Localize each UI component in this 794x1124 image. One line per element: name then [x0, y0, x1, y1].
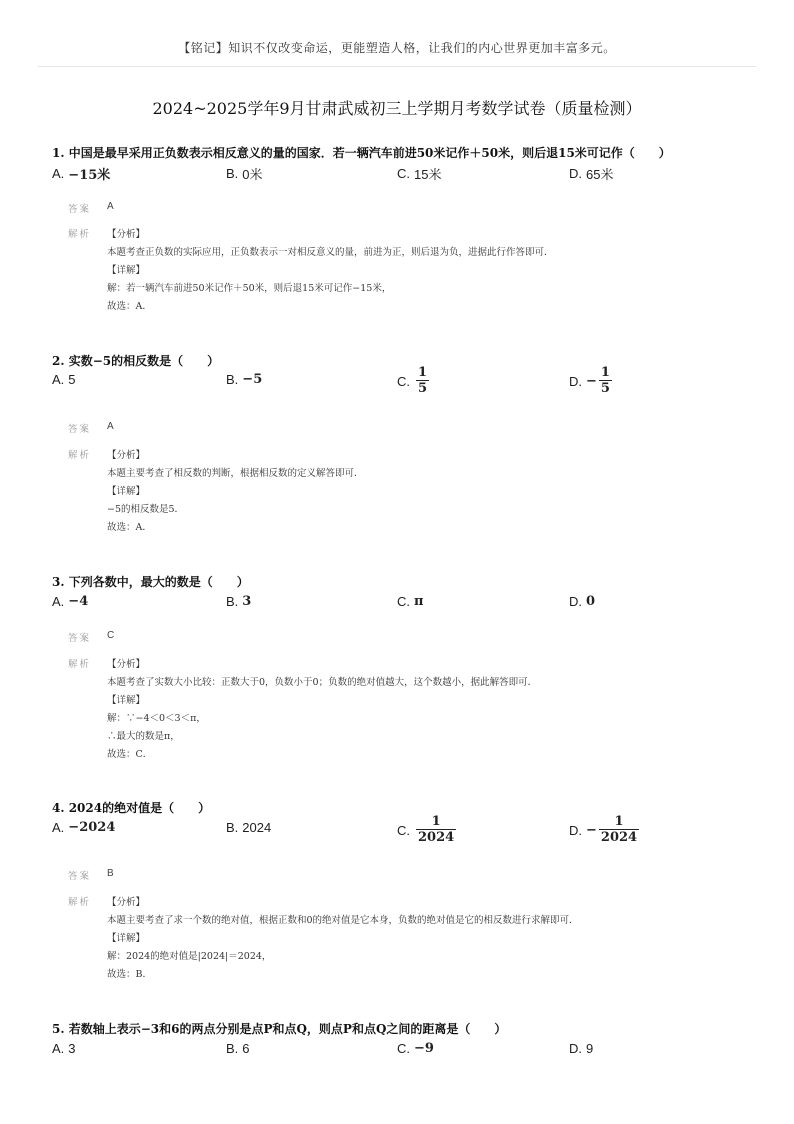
option-letter: C. — [397, 822, 410, 838]
analysis-line: 解：若一辆汽车前进50米记作＋50米，则后退15米可记作−15米， — [107, 283, 392, 294]
question-stem: 3. 下列各数中，最大的数是（ ） — [52, 575, 249, 589]
analysis-line: 故选：A． — [107, 522, 152, 533]
option-text: 3 — [68, 1041, 76, 1056]
option-text: π — [414, 594, 424, 609]
option-letter: D. — [569, 166, 582, 181]
question-stem: 2. 实数−5的相反数是（ ） — [52, 354, 220, 368]
answer-value: A — [107, 421, 114, 432]
answer-value: B — [107, 868, 114, 879]
option-d[interactable] — [569, 815, 639, 846]
option-letter: D. — [569, 373, 582, 389]
analysis-line: 本题考查正负数的实际应用，正负数表示一对相反意义的量，前进为正，则后退为负，进据此行作答即可． — [107, 247, 554, 258]
fraction — [599, 815, 639, 846]
answer-label: 答案 — [68, 633, 92, 644]
option-text: −5 — [242, 372, 263, 387]
question-stem: 1. 中国是最早采用正负数表示相反意义的量的国家．若一辆汽车前进50米记作＋50米，则后退15米可记作（ ） — [52, 146, 671, 160]
analysis-line: 本题考查了实数大小比较：正数大于0，负数小于0；负数的绝对值越大，这个数越小，据此解答即可． — [107, 677, 538, 688]
fraction-numerator: 1 — [600, 365, 610, 380]
analysis-label: 解析 — [68, 229, 92, 240]
analysis-line: 【详解】 — [107, 486, 146, 497]
option-c[interactable] — [397, 815, 456, 846]
analysis-line: 【详解】 — [107, 265, 146, 276]
option-letter: D. — [569, 594, 582, 609]
option-d[interactable] — [569, 164, 613, 183]
option-text: 6 — [242, 1041, 250, 1056]
analysis-line: 【分析】 — [107, 897, 146, 908]
option-b[interactable] — [226, 164, 263, 183]
fraction-numerator: 1 — [418, 365, 428, 380]
analysis-line: 本题主要考查了求一个数的绝对值，根据正数和0的绝对值是它本身，负数的绝对值是它的相反数进行求解即可． — [107, 915, 579, 926]
option-d[interactable] — [569, 1041, 593, 1056]
option-text: 0 — [586, 594, 596, 609]
analysis-line: 【分析】 — [107, 450, 146, 461]
analysis-line: 故选：C． — [107, 749, 153, 760]
question-stem: 4. 2024的绝对值是（ ） — [52, 801, 211, 815]
analysis-line: 解：2024的绝对值是|2024|＝2024， — [107, 951, 272, 962]
option-sign: − — [586, 822, 597, 838]
fraction-numerator: 1 — [431, 814, 441, 829]
fraction-denominator: 2024 — [600, 830, 638, 846]
option-text: 5 — [68, 372, 76, 387]
option-text: −2024 — [68, 820, 116, 835]
option-text: 65米 — [586, 167, 614, 182]
option-b[interactable] — [226, 594, 251, 609]
option-a[interactable] — [52, 1041, 76, 1056]
option-c[interactable] — [397, 366, 429, 397]
analysis-line: ∴最大的数是π， — [107, 731, 180, 742]
option-letter: D. — [569, 822, 582, 838]
option-letter: C. — [397, 1041, 410, 1056]
option-a[interactable] — [52, 820, 115, 835]
option-c[interactable] — [397, 1041, 434, 1056]
option-a[interactable] — [52, 164, 110, 183]
option-d[interactable] — [569, 366, 612, 397]
option-letter: A. — [52, 372, 65, 387]
option-b[interactable] — [226, 820, 271, 835]
analysis-label: 解析 — [68, 897, 92, 908]
analysis-line: 故选：B． — [107, 969, 152, 980]
option-letter: C. — [397, 373, 410, 389]
fraction-numerator: 1 — [614, 814, 624, 829]
analysis-line: −5的相反数是5． — [107, 504, 185, 515]
option-letter: C. — [397, 594, 410, 609]
question-stem: 5. 若数轴上表示−3和6的两点分别是点P和点Q，则点P和点Q之间的距离是（ ） — [52, 1022, 507, 1036]
option-letter: A. — [52, 166, 65, 181]
option-text: 15米 — [414, 167, 442, 182]
analysis-line: 【分析】 — [107, 659, 146, 670]
option-b[interactable] — [226, 372, 262, 387]
option-letter: A. — [52, 820, 65, 835]
option-text: −9 — [414, 1041, 434, 1056]
fraction-denominator: 5 — [600, 381, 610, 397]
fraction — [416, 815, 456, 846]
option-letter: B. — [226, 820, 239, 835]
option-sign: − — [586, 373, 597, 389]
answer-value: C — [107, 630, 115, 641]
analysis-line: 解：∵−4＜0＜3＜π， — [107, 713, 206, 724]
option-b[interactable] — [226, 1041, 250, 1056]
analysis-label: 解析 — [68, 450, 92, 461]
analysis-label: 解析 — [68, 659, 92, 670]
analysis-line: 【详解】 — [107, 933, 146, 944]
fraction-denominator: 5 — [418, 381, 428, 397]
option-text: −15米 — [68, 168, 111, 183]
option-letter: C. — [397, 166, 410, 181]
option-letter: B. — [226, 594, 239, 609]
answer-label: 答案 — [68, 204, 92, 215]
option-letter: B. — [226, 166, 239, 181]
answer-label: 答案 — [68, 424, 92, 435]
option-a[interactable] — [52, 594, 88, 609]
option-letter: A. — [52, 594, 65, 609]
option-letter: D. — [569, 1041, 582, 1056]
option-text: −4 — [68, 594, 89, 609]
header-divider — [38, 66, 756, 67]
fraction-denominator: 2024 — [418, 830, 455, 846]
fraction — [599, 366, 612, 397]
option-letter: B. — [226, 372, 239, 387]
option-letter: B. — [226, 1041, 239, 1056]
motto-banner: 【铭记】知识不仅改变命运，更能塑造人格，让我们的内心世界更加丰富多元。 — [178, 41, 616, 55]
option-d[interactable] — [569, 594, 595, 609]
option-text: 9 — [586, 1041, 594, 1056]
option-text: 2024 — [242, 820, 272, 835]
option-letter: A. — [52, 1041, 65, 1056]
answer-value: A — [107, 201, 114, 212]
analysis-line: 【详解】 — [107, 695, 146, 706]
analysis-line: 本题主要考查了相反数的判断，根据相反数的定义解答即可． — [107, 468, 364, 479]
answer-label: 答案 — [68, 871, 92, 882]
fraction — [416, 366, 429, 397]
page-title: 2024~2025学年9月甘肃武威初三上学期月考数学试卷（质量检测） — [152, 99, 642, 118]
analysis-line: 故选：A． — [107, 301, 152, 312]
option-text: 3 — [242, 594, 252, 609]
option-text: 0米 — [242, 167, 263, 182]
option-a[interactable] — [52, 372, 76, 387]
option-c[interactable] — [397, 594, 424, 609]
option-c[interactable] — [397, 164, 441, 183]
analysis-line: 【分析】 — [107, 229, 146, 240]
